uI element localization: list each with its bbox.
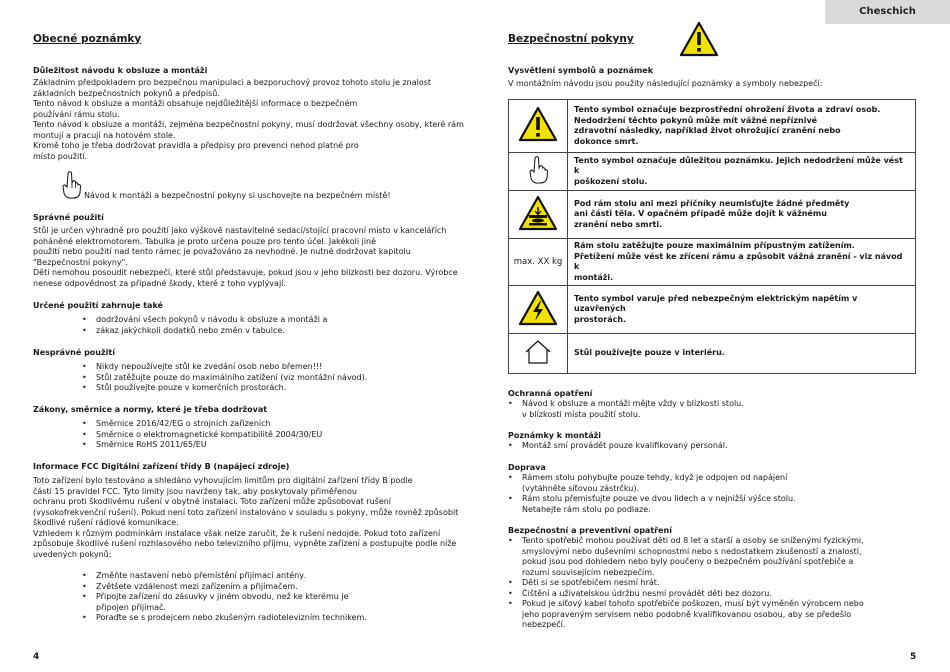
electric-hazard-icon [518,319,558,328]
transport-heading: Doprava [508,463,546,472]
list-item: • Stůl používejte pouze v komerčních prostorách. [82,383,367,394]
page-number-right: 5 [910,652,917,662]
improper-use-heading: Nesprávné použití [33,348,115,357]
protective-heading: Ochranná opatření [508,389,593,398]
list-item: • Čištění a uživatelskou údržbu nesmí provádět děti bez dozoru. [508,589,864,600]
table-cell-text: Stůl používejte pouze v interiéru. [568,334,916,374]
proper-use-paragraph: Stůl je určen výhradně pro použití jako výškově nastavitelné sedací/stojící pracovní místo v kancelářích poháněné elektromotorem. Tabulka je proto určena pouze pro tento účel. Jakékoli jiné použití nebo použití nad tento rámec je považováno za nevhodné. Je nutné dodržovat kapitolu "Bezpečnostní pokyny". Děti nemohou posoudit nebezpečí, které stůl představuje, pokud jsou v jeho blízkosti bez dozoru. Výrobce nenese odpovědnost za případné škody, které z toho vyplývají. [33,226,458,288]
symbols-table [508,99,916,374]
table-cell-icon [509,286,568,334]
table-row [509,100,916,153]
laws-heading: Zákony, směrnice a normy, které je třeba dodržovat [33,405,268,414]
symbols-heading: Vysvětlení symbolů a poznámek [508,66,654,75]
list-item: • zákaz jakýchkoli dodatků nebo změn v tabulce. [82,326,327,337]
list-item: • Připojte zařízení do zásuvky v jiném obvodu, než ke kterému je [82,592,367,603]
warning-icon [679,21,719,61]
list-item: • Děti si se spotřebičem nesmí hrát. [508,578,864,589]
table-cell-icon [509,334,568,374]
improper-use-list [82,362,367,394]
intended-use-list [82,315,327,336]
keep-manual-note: Návod k montáži a bezpečnostní pokyny si uschovejte na bezpečném místě! [84,191,391,200]
table-cell-icon [509,100,568,153]
section-title-safety: Bezpečnostní pokyny [508,33,634,45]
list-item: jeho popraveným servisem nebo podobně kvalifikovanou osobou, aby se předešlo [522,609,852,619]
list-item: • Stůl zatěžujte pouze do maximálního zatížení (viz montážní návod). [82,373,367,384]
list-item: • Zvětšete vzdálenost mezi zařízením a přijímačem. [82,582,367,593]
table-row [509,239,916,286]
list-item: • Nikdy nepoužívejte stůl ke zvedání osob nebo břemen!!! [82,362,367,373]
list-item: v blízkosti místa použití stolu. [522,409,641,419]
fcc-heading: Informace FCC Digitální zařízení třídy B (napájecí zdroje) [33,462,290,471]
table-cell-text: Tento symbol označuje důležitou poznámku. Jejich nedodržení může vést k poškození stolu. [568,153,916,191]
list-item: připojen přijímač. [96,602,166,612]
assembly-list [508,441,728,452]
list-item: • Změňte nastavení nebo přemístění přijímací antény. [82,571,367,582]
intended-use-heading: Určené použití zahrnuje také [33,301,163,310]
max-load-label: max. XX kg [509,239,568,286]
list-item: • Tento spotřebič mohou používat děti od 8 let a starší a osoby se sníženými fyzickými, [508,536,864,547]
pointing-hand-icon [527,178,549,187]
fcc-paragraph: Toto zařízení bylo testováno a shledáno vyhovujícím limitům pro digitální zařízení třídy B podle části 15 pravidel FCC. Tyto limity jsou navrženy tak, aby poskytovaly přiměřenou ochranu proti škodlivému rušení v obytné instalaci. Toto zařízení může způsobovat rušení (vysokofrekvenční rušení). Pokud není toto zařízení instalováno v souladu s pokyny, může rovněž způsobit škodlivé rušení rádiové komunikace. Vzhledem k různým podmínkám instalace však nelze zaručit, že k rušení nedojde. Pokud toto zařízení způsobuje škodlivé rušení rozhlasového nebo televizního příjmu, vypněte zařízení a postupujte podle níže uvedených pokynů: [33,476,459,559]
page-number-left: 4 [33,652,40,662]
list-item: • Montáž smí provádět pouze kvalifikovaný personál. [508,441,728,452]
list-item: • Rám stolu přemisťujte pouze ve dvou lidech a v nejnižší výšce stolu. [508,494,796,505]
list-item: (vytáhněte síťovou zástrčku). [522,483,639,493]
protective-list [508,399,744,420]
table-cell-text: Pod rám stolu ani mezi příčníky neumisťujte žádné předměty ani části těla. V opačném případě může dojít k vážnému zranění nebo smrti. [568,191,916,239]
fcc-list [82,571,367,624]
assembly-heading: Poznámky k montáži [508,431,602,440]
table-cell-text: Tento symbol varuje před nebezpečným elektrickým napětím v uzavřených prostorách. [568,286,916,334]
table-row [509,334,916,374]
list-item: pokud jsou pod dohledem nebo byly poučeny o bezpečném používání spotřebiče a [522,557,854,566]
list-item: rozumí souvisejícím nebezpečím. [522,567,655,577]
list-item: Netahejte rám stolu po podlaze. [522,504,651,514]
table-cell-text: Rám stolu zatěžujte pouze maximálním přípustným zatížením. Přetížení může vést ke zřícení rámu a způsobit vážná zranění - viz návod k montáži. [568,239,916,286]
transport-list [508,473,796,515]
list-item: • Poraďte se s prodejcem nebo zkušeným radiotelevizním technikem. [82,613,367,624]
list-item: • dodržování všech pokynů v návodu k obsluze a montáži a [82,315,327,326]
list-item: • Směrnice 2016/42/EG o strojních zařízeních [82,419,322,430]
importance-paragraph: Základním předpokladem pro bezpečnou manipulaci a bezporuchový provoz tohoto stolu je znalost základních bezpečnostních pokynů a předpisů. Tento návod k obsluze a montáži obsahuje nejdůležitější informace o bezpečném používání rámu stolu. Tento návod k obsluze a montáži, zejména bezpečnostní pokyny, musí dodržovat všechny osoby, které rám montují a pracují na hotovém stole. Kromě toho je třeba dodržovat pravidla a předpisy pro prevenci nehod platné pro místo použití. [33,78,464,161]
table-row [509,153,916,191]
list-item: • Směrnice RoHS 2011/65/EU [82,440,322,451]
table-cell-icon [509,191,568,239]
prevention-heading: Bezpečnostní a preventivní opatření [508,526,672,535]
table-row [509,286,916,334]
list-item: • Pokud je síťový kabel tohoto spotřebiče poškozen, musí být vyměněn výrobcem nebo [508,599,864,610]
crush-hazard-icon [518,224,558,233]
section-title-general-notes: Obecné poznámky [33,33,142,45]
house-icon [524,358,552,367]
table-cell-icon [509,153,568,191]
laws-list [82,419,322,451]
proper-use-heading: Správné použití [33,213,104,222]
table-row [509,191,916,239]
list-item: smyslovými nebo duševními schopnostmi nebo s nedostatkem zkušeností a znalostí, [522,546,862,556]
table-cell-text: Tento symbol označuje bezprostřední ohrožení života a zdraví osob. Nedodržení těchto pokynů může mít vážné nepříznivé zdravotní následky, například život ohrožující zranění nebo dokonce smrt. [568,100,916,153]
list-item: • Návod k obsluze a montáži mějte vždy v blízkosti stolu. [508,399,744,410]
importance-heading: Důležitost návodu k obsluze a montáži [33,66,208,75]
language-tab[interactable]: Cheschich [825,0,950,24]
list-item: nebezpečí. [522,620,566,629]
warning-icon [518,135,558,144]
symbols-intro: V montážním návodu jsou použity následující poznámky a symboly nebezpečí: [508,79,823,88]
prevention-list [508,536,864,631]
list-item: • Rámem stolu pohybujte pouze tehdy, když je odpojen od napájení [508,473,796,484]
list-item: • Směrnice o elektromagnetické kompatibilitě 2004/30/EU [82,430,322,441]
pointing-hand-icon [60,170,82,200]
